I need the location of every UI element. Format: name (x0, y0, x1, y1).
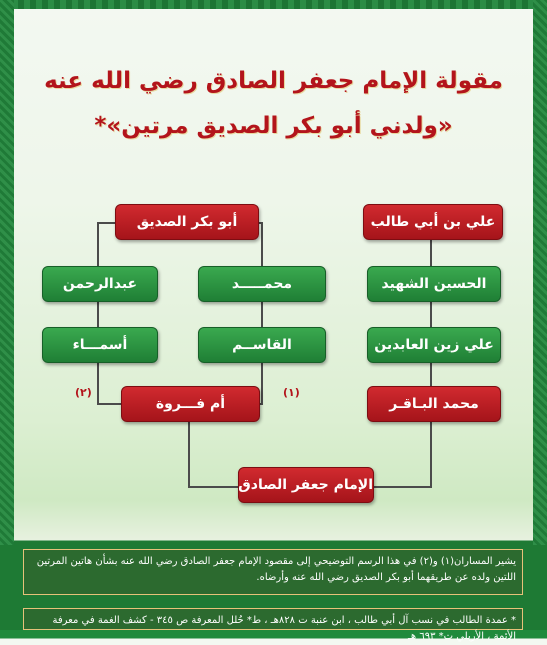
connector (261, 222, 263, 404)
top-border (0, 0, 547, 9)
connector (97, 222, 99, 404)
diagram-title: مقولة الإمام جعفر الصادق رضي الله عنه (44, 68, 503, 94)
connector (430, 412, 432, 487)
node-umm-farwa: أم فـــروة (121, 386, 260, 422)
path-marker-1: (١) (283, 386, 300, 399)
node-qasim: القاســم (198, 327, 326, 363)
node-jafar-al-sadiq: الإمام جعفر الصادق (238, 467, 374, 503)
connector (97, 403, 123, 405)
path-marker-2: (٢) (75, 386, 92, 399)
node-husayn: الحسين الشهيد (367, 266, 501, 302)
node-abu-bakr: أبو بكر الصديق (115, 204, 259, 240)
node-ali-ibn-abi-talib: علي بن أبي طالب (363, 204, 503, 240)
footnote-sources: * عمدة الطالب في نسب آل أبي طالب ، ابن عنبة ت ٨٢٨هـ ، ط* حُلل المعرفة ص ٣٤٥ - كشف الغمة في معرفة الأئمة ، الأربلي ت* ٦٩٣ هـ (23, 608, 523, 630)
connector (188, 486, 242, 488)
node-ali-zayn-al-abidin: علي زين العابدين (367, 327, 501, 363)
node-abdulrahman: عبدالرحمن (42, 266, 158, 302)
node-muhammad-al-baqir: محمد البـاقـر (367, 386, 501, 422)
left-border (0, 0, 14, 545)
connector (366, 486, 432, 488)
diagram-subtitle: «ولدني أبو بكر الصديق مرتين»* (94, 113, 453, 139)
connector (188, 420, 190, 487)
right-border (533, 0, 547, 545)
footnote-explanation: يشير المساران(١) و(٢) في هذا الرسم التوضيحي إلى مقصود الإمام جعفر الصادق رضي الله عنه بشأن هاتين المرتين اللتين ولده عن طريقهما أبو بكر الصديق رضي الله عنه وأرضاه. (23, 549, 523, 595)
node-asma: أسمـــاء (42, 327, 158, 363)
node-muhammad: محمـــــد (198, 266, 326, 302)
